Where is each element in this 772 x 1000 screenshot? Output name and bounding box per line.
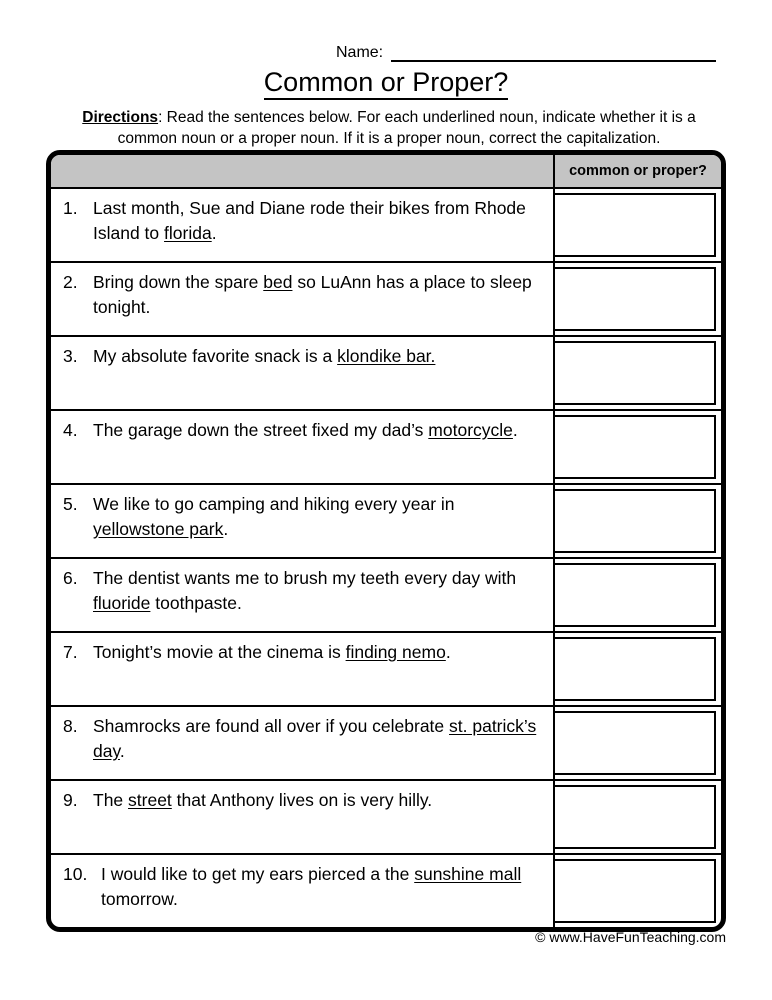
table-header-row	[51, 155, 721, 189]
answer-cell	[555, 781, 721, 853]
table-row	[51, 855, 721, 927]
question-number: 2.	[63, 272, 78, 292]
question-text-before: The garage down the street fixed my dad’s	[93, 420, 429, 440]
question-text	[93, 270, 543, 320]
question-number: 4.	[63, 420, 78, 440]
name-input-blank[interactable]	[391, 45, 716, 62]
answer-input-box[interactable]	[555, 637, 716, 701]
answer-input-box[interactable]	[555, 859, 716, 923]
question-text-after: .	[119, 741, 125, 761]
table-row	[51, 633, 721, 707]
underlined-noun: bed	[263, 272, 293, 292]
question-cell	[51, 485, 555, 557]
question-text-before: Last month, Sue and Diane rode their bikes from Rhode Island to	[93, 198, 526, 243]
answer-input-box[interactable]	[555, 785, 716, 849]
answer-cell	[555, 707, 721, 779]
question-text-before: We like to go camping and hiking every year in	[93, 494, 455, 514]
answer-input-box[interactable]	[555, 415, 716, 479]
underlined-noun: st. patrick’s day	[93, 716, 537, 761]
question-text-before: I would like to get my ears pierced a the	[101, 864, 415, 884]
directions	[66, 107, 712, 149]
question-text	[93, 788, 543, 813]
question-text-after: .	[223, 519, 229, 539]
table-row	[51, 707, 721, 781]
question-text	[101, 862, 543, 912]
question-text-before: The dentist wants me to brush my teeth every day with	[93, 568, 517, 588]
question-cell	[51, 707, 555, 779]
question-text-after: .	[512, 420, 518, 440]
directions-label: Directions	[82, 109, 159, 126]
table-header-sentences	[51, 155, 555, 187]
question-number: 7.	[63, 642, 78, 662]
answer-input-box[interactable]	[555, 267, 716, 331]
question-text-before: The	[93, 790, 129, 810]
answer-cell	[555, 337, 721, 409]
underlined-noun: street	[128, 790, 172, 810]
answer-cell	[555, 411, 721, 483]
page-title-text: Common or Proper?	[264, 67, 509, 100]
question-cell	[51, 633, 555, 705]
question-text-after: .	[445, 642, 451, 662]
question-text	[93, 196, 543, 246]
question-number: 1.	[63, 198, 78, 218]
answer-cell	[555, 189, 721, 261]
question-cell	[51, 781, 555, 853]
question-text-before: My absolute favorite snack is a	[93, 346, 338, 366]
answer-input-box[interactable]	[555, 563, 716, 627]
question-number: 9.	[63, 790, 78, 810]
question-number: 5.	[63, 494, 78, 514]
question-text-after: .	[211, 223, 217, 243]
name-field-row	[336, 44, 716, 62]
question-number: 3.	[63, 346, 78, 366]
question-text	[93, 566, 543, 616]
question-text-after: tomorrow.	[101, 889, 178, 909]
question-number: 6.	[63, 568, 78, 588]
question-text-before: Bring down the spare	[93, 272, 264, 292]
question-cell	[51, 263, 555, 335]
answer-input-box[interactable]	[555, 193, 716, 257]
name-label: Name:	[336, 44, 384, 61]
underlined-noun: florida	[164, 223, 212, 243]
question-text-before: Tonight’s movie at the cinema is	[93, 642, 346, 662]
table-row	[51, 189, 721, 263]
answer-cell	[555, 855, 721, 927]
table-rows	[51, 189, 721, 927]
table-row	[51, 337, 721, 411]
question-cell	[51, 559, 555, 631]
answer-input-box[interactable]	[555, 489, 716, 553]
answer-input-box[interactable]	[555, 341, 716, 405]
table-row	[51, 263, 721, 337]
question-text	[93, 640, 543, 665]
question-number: 10.	[63, 864, 88, 884]
underlined-noun: sunshine mall	[414, 864, 522, 884]
answer-cell	[555, 263, 721, 335]
question-text	[93, 714, 543, 764]
question-text-after: that Anthony lives on is very hilly.	[171, 790, 433, 810]
question-text-before: Shamrocks are found all over if you celebrate	[93, 716, 450, 736]
question-number: 8.	[63, 716, 78, 736]
table-row	[51, 485, 721, 559]
answer-cell	[555, 485, 721, 557]
question-cell	[51, 411, 555, 483]
page-title	[0, 66, 772, 98]
question-cell	[51, 189, 555, 261]
underlined-noun: yellowstone park	[93, 519, 224, 539]
table-header-answer: common or proper?	[569, 162, 707, 179]
underlined-noun: fluoride	[93, 593, 151, 613]
underlined-noun: klondike bar.	[337, 346, 436, 366]
question-text-after: so LuAnn has a place to sleep tonight.	[93, 272, 532, 317]
answer-cell	[555, 559, 721, 631]
directions-text: : Read the sentences below. For each underlined noun, indicate whether it is a common noun or a proper noun. If it is a proper noun, correct the capitalization.	[117, 109, 696, 147]
question-cell	[51, 337, 555, 409]
question-text	[93, 344, 543, 369]
table-row	[51, 411, 721, 485]
answer-input-box[interactable]	[555, 711, 716, 775]
question-text-after: toothpaste.	[150, 593, 242, 613]
underlined-noun: finding nemo	[345, 642, 446, 662]
worksheet-table	[46, 150, 726, 932]
question-text	[93, 418, 543, 443]
question-cell	[51, 855, 555, 927]
footer-credit: © www.HaveFunTeaching.com	[535, 929, 726, 945]
table-row	[51, 559, 721, 633]
question-text	[93, 492, 543, 542]
table-row	[51, 781, 721, 855]
underlined-noun: motorcycle	[428, 420, 513, 440]
answer-cell	[555, 633, 721, 705]
